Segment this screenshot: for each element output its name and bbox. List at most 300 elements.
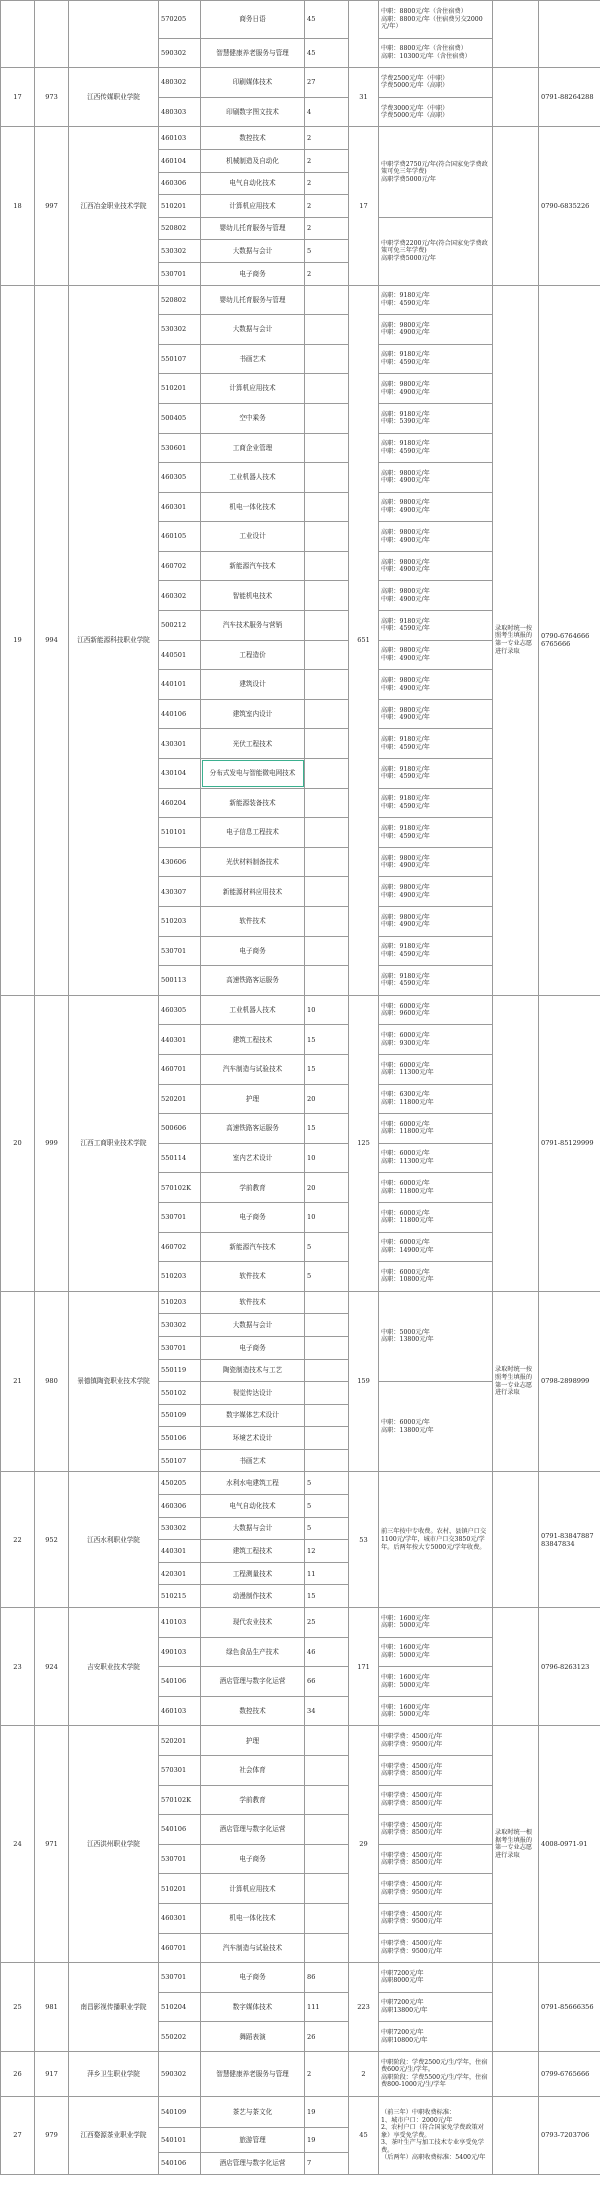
- fee-description: 中职阶段：学费2500元/生/学年，住宿费600元/生/学年。 高职阶段：学费5500元/生/学年，住宿费800-1000元/生/学年: [379, 2051, 493, 2096]
- major-plan: 26: [305, 2022, 349, 2052]
- major-plan: [305, 1815, 349, 1845]
- major-plan: [305, 1756, 349, 1786]
- school-code: 952: [35, 1472, 69, 1608]
- fee-description: 中职学费2750元/年(符合国家免学费政策可免三年学费) 高职学费5000元/年: [379, 127, 493, 217]
- major-code: 570301: [159, 1756, 201, 1786]
- major-code: 430606: [159, 847, 201, 877]
- major-code: 440106: [159, 699, 201, 729]
- major-plan: 5: [305, 240, 349, 263]
- school-code: 979: [35, 2096, 69, 2175]
- major-plan: [305, 936, 349, 966]
- major-plan: 11: [305, 1562, 349, 1585]
- fee-description: 高职：9800元/年 中职：4900元/年: [379, 640, 493, 670]
- major-code: 530701: [159, 1963, 201, 1993]
- major-code: 440301: [159, 1025, 201, 1055]
- major-code: 510204: [159, 1992, 201, 2022]
- table-row: [1, 285, 600, 315]
- major-name: 数字媒体技术: [201, 1992, 305, 2022]
- school-number: 17: [1, 68, 35, 127]
- major-name: 新能源材料应用技术: [201, 877, 305, 907]
- major-code: 530701: [159, 262, 201, 285]
- major-code: 540106: [159, 1667, 201, 1697]
- major-code: 530601: [159, 433, 201, 463]
- major-plan: 15: [305, 1025, 349, 1055]
- major-code: 500405: [159, 403, 201, 433]
- school-number: 24: [1, 1726, 35, 1963]
- school-number: 22: [1, 1472, 35, 1608]
- fee-description: 中职：6000元/年 高职：11300元/年: [379, 1143, 493, 1173]
- major-plan: 20: [305, 1084, 349, 1114]
- fee-description: 高职：9800元/年 中职：4900元/年: [379, 551, 493, 581]
- major-name: 旅游管理: [201, 2128, 305, 2153]
- major-name: 分布式发电与智能微电网技术: [201, 759, 305, 789]
- major-name: 工业设计: [201, 522, 305, 552]
- major-plan: [305, 1404, 349, 1427]
- school-number: [1, 1, 35, 68]
- major-name: 印刷媒体技术: [201, 68, 305, 98]
- major-plan: [305, 1359, 349, 1382]
- major-plan: 46: [305, 1637, 349, 1667]
- major-code: 590302: [159, 38, 201, 68]
- major-plan: 12: [305, 1540, 349, 1563]
- major-name: 环境艺术设计: [201, 1427, 305, 1450]
- major-name: 视觉传达设计: [201, 1382, 305, 1405]
- major-name: 新能源汽车技术: [201, 1232, 305, 1262]
- major-plan: 7: [305, 2152, 349, 2175]
- major-code: 550119: [159, 1359, 201, 1382]
- major-name: 社会体育: [201, 1756, 305, 1786]
- fee-description: 中职：8800元/年（含住宿费） 高职：8800元/年（住宿费另交2000元/年）: [379, 1, 493, 39]
- major-name: 书画艺术: [201, 344, 305, 374]
- school-name: 萍乡卫生职业学院: [69, 2051, 159, 2096]
- major-name: 软件技术: [201, 1262, 305, 1292]
- major-plan: [305, 492, 349, 522]
- major-plan: [305, 433, 349, 463]
- school-number: 26: [1, 2051, 35, 2096]
- major-name: 智能机电技术: [201, 581, 305, 611]
- major-plan: 10: [305, 995, 349, 1025]
- major-plan: [305, 1291, 349, 1314]
- major-code: 530701: [159, 936, 201, 966]
- major-code: 460103: [159, 1696, 201, 1726]
- major-code: 510201: [159, 374, 201, 404]
- major-code: 520201: [159, 1726, 201, 1756]
- contact-phone: 0791-83847887 83847834: [539, 1472, 600, 1608]
- major-code: 500606: [159, 1114, 201, 1144]
- major-code: 490103: [159, 1637, 201, 1667]
- school-code: 994: [35, 285, 69, 995]
- admission-note: [493, 1472, 539, 1608]
- major-code: 440101: [159, 670, 201, 700]
- contact-phone: [539, 1, 600, 68]
- contact-phone: 0798-2898999: [539, 1291, 600, 1472]
- school-code: 924: [35, 1608, 69, 1726]
- fee-description: 高职：9800元/年 中职：4900元/年: [379, 847, 493, 877]
- major-name: 舞蹈表演: [201, 2022, 305, 2052]
- major-name: 水利水电建筑工程: [201, 1472, 305, 1495]
- fee-description: （前三年）中职收费标准： 1、城市户口：2000元/年 2、农村户口（符合国家免学费政策对象）享受免学费。 3、茶叶生产与加工技术专业享受免学费。 （后两年）高职收费标准：5400元/年: [379, 2096, 493, 2175]
- major-plan: 2: [305, 195, 349, 218]
- major-name: 电气自动化技术: [201, 1495, 305, 1518]
- fee-description: 高职：9180元/年 中职：4590元/年: [379, 285, 493, 315]
- fee-description: 中职：6000元/年 高职：11300元/年: [379, 1054, 493, 1084]
- fee-description: 高职：9800元/年 中职：4900元/年: [379, 670, 493, 700]
- school-total-plan: 125: [349, 995, 379, 1291]
- school-name: 江西传媒职业学院: [69, 68, 159, 127]
- major-name: 高速铁路客运服务: [201, 1114, 305, 1144]
- major-name: 电子商务: [201, 1336, 305, 1359]
- major-code: 410103: [159, 1608, 201, 1638]
- major-code: 510203: [159, 907, 201, 937]
- major-name: 计算机应用技术: [201, 195, 305, 218]
- major-plan: [305, 1785, 349, 1815]
- major-plan: [305, 1726, 349, 1756]
- major-name: 大数据与会计: [201, 240, 305, 263]
- major-code: 460104: [159, 149, 201, 172]
- major-name: 印刷数字图文技术: [201, 97, 305, 127]
- fee-description: 中职学费：4500元/年 高职学费：9500元/年: [379, 1903, 493, 1933]
- major-plan: 2: [305, 172, 349, 195]
- major-plan: [305, 670, 349, 700]
- fee-description: 中职学费：4500元/年 高职学费：8500元/年: [379, 1815, 493, 1845]
- fee-description: 中职：6000元/年 高职：11800元/年: [379, 1173, 493, 1203]
- major-name: 酒店管理与数字化运营: [201, 1667, 305, 1697]
- fee-description: 中职：6000元/年 高职：13800元/年: [379, 1382, 493, 1472]
- fee-description: 高职：9180元/年 中职：4590元/年: [379, 788, 493, 818]
- major-plan: 2: [305, 127, 349, 150]
- major-name: 电子商务: [201, 1963, 305, 1993]
- fee-description: 中职：6300元/年 高职：11800元/年: [379, 1084, 493, 1114]
- major-code: 510215: [159, 1585, 201, 1608]
- fee-description: 中职：6000元/年 高职：9600元/年: [379, 995, 493, 1025]
- admission-note: [493, 127, 539, 285]
- major-plan: [305, 403, 349, 433]
- fee-description: 高职：9180元/年 中职：4590元/年: [379, 344, 493, 374]
- table-row: [1, 995, 600, 1025]
- major-code: 460306: [159, 172, 201, 195]
- major-name: 智慧健康养老服务与管理: [201, 2051, 305, 2096]
- major-name: 建筑室内设计: [201, 699, 305, 729]
- school-name: 江西水利职业学院: [69, 1472, 159, 1608]
- table-row: [1, 1726, 600, 1756]
- major-code: 530701: [159, 1336, 201, 1359]
- major-code: 460701: [159, 1933, 201, 1963]
- major-code: 570102K: [159, 1173, 201, 1203]
- school-total-plan: 53: [349, 1472, 379, 1608]
- major-plan: [305, 818, 349, 848]
- contact-phone: 0793-7203706: [539, 2096, 600, 2175]
- major-name: 新能源汽车技术: [201, 551, 305, 581]
- fee-description: 中职：6000元/年 高职：14900元/年: [379, 1232, 493, 1262]
- major-plan: [305, 847, 349, 877]
- school-number: 19: [1, 285, 35, 995]
- major-name: 光伏材料制备技术: [201, 847, 305, 877]
- fee-description: 中职学费：4500元/年 高职学费：8500元/年: [379, 1785, 493, 1815]
- major-plan: [305, 611, 349, 641]
- major-name: 空中乘务: [201, 403, 305, 433]
- major-plan: 5: [305, 1517, 349, 1540]
- major-name: 机电一体化技术: [201, 1903, 305, 1933]
- fee-description: 中职学费：4500元/年 高职学费：9500元/年: [379, 1933, 493, 1963]
- fee-description: 中职7200元/年 高职13800元/年: [379, 1992, 493, 2022]
- major-name: 智慧健康养老服务与管理: [201, 38, 305, 68]
- major-code: 540106: [159, 1815, 201, 1845]
- major-plan: [305, 522, 349, 552]
- school-name: 江西婺源茶业职业学院: [69, 2096, 159, 2175]
- major-name: 高速铁路客运服务: [201, 966, 305, 996]
- major-plan: [305, 374, 349, 404]
- major-plan: [305, 640, 349, 670]
- fee-description: 高职：9180元/年 中职：4590元/年: [379, 936, 493, 966]
- major-plan: 20: [305, 1173, 349, 1203]
- school-code: 981: [35, 1963, 69, 2052]
- major-name: 大数据与会计: [201, 315, 305, 345]
- major-code: 460306: [159, 1495, 201, 1518]
- major-code: 550107: [159, 344, 201, 374]
- major-name: 机电一体化技术: [201, 492, 305, 522]
- major-name: 汽车技术服务与营销: [201, 611, 305, 641]
- fee-description: 高职：9800元/年 中职：4900元/年: [379, 581, 493, 611]
- contact-phone: 0791-88264288: [539, 68, 600, 127]
- school-number: 20: [1, 995, 35, 1291]
- major-name: 书画艺术: [201, 1449, 305, 1472]
- major-plan: 5: [305, 1232, 349, 1262]
- major-code: 550102: [159, 1382, 201, 1405]
- major-plan: [305, 315, 349, 345]
- major-plan: 45: [305, 38, 349, 68]
- major-name: 计算机应用技术: [201, 1874, 305, 1904]
- fee-description: 中职学费：4500元/年 高职学费：9500元/年: [379, 1726, 493, 1756]
- fee-description: 中职学费：4500元/年 高职学费：8500元/年: [379, 1756, 493, 1786]
- major-plan: [305, 1314, 349, 1337]
- major-code: 550107: [159, 1449, 201, 1472]
- major-name: 电子商务: [201, 262, 305, 285]
- major-name: 陶瓷制造技术与工艺: [201, 1359, 305, 1382]
- major-plan: 10: [305, 1143, 349, 1173]
- major-name: 电子商务: [201, 936, 305, 966]
- major-plan: 15: [305, 1054, 349, 1084]
- major-name: 婴幼儿托育服务与管理: [201, 285, 305, 315]
- school-total-plan: 31: [349, 68, 379, 127]
- major-plan: [305, 1427, 349, 1450]
- major-code: 460103: [159, 127, 201, 150]
- major-name: 建筑工程技术: [201, 1540, 305, 1563]
- table-row: [1, 1291, 600, 1314]
- major-name: 电子商务: [201, 1202, 305, 1232]
- fee-description: 中职：1600元/年 高职：5000元/年: [379, 1667, 493, 1697]
- school-name: 南昌影视传播职业学院: [69, 1963, 159, 2052]
- major-code: 530302: [159, 240, 201, 263]
- fee-description: 高职：9180元/年 中职：4590元/年: [379, 433, 493, 463]
- major-plan: [305, 581, 349, 611]
- admission-note: [493, 2096, 539, 2175]
- admission-note: 录取时统一按照考生填报的第一专业志愿进行录取: [493, 285, 539, 995]
- major-name: 动漫制作技术: [201, 1585, 305, 1608]
- major-code: 510201: [159, 1874, 201, 1904]
- major-plan: [305, 1933, 349, 1963]
- fee-description: 前三年按中专收费。农村、县镇户口交1100元/学年，城市户口交3850元/学年。后两年按大专5000元/学年收费。: [379, 1472, 493, 1608]
- school-total-plan: 17: [349, 127, 379, 285]
- school-code: 973: [35, 68, 69, 127]
- major-code: 570205: [159, 1, 201, 39]
- major-name: 数控技术: [201, 1696, 305, 1726]
- major-code: 500113: [159, 966, 201, 996]
- major-code: 460301: [159, 492, 201, 522]
- table-row: [1, 1472, 600, 1495]
- major-plan: [305, 907, 349, 937]
- school-code: 999: [35, 995, 69, 1291]
- major-plan: 5: [305, 1262, 349, 1292]
- major-plan: [305, 1382, 349, 1405]
- fee-description: 中职学费：4500元/年 高职学费：8500元/年: [379, 1844, 493, 1874]
- school-number: 25: [1, 1963, 35, 2052]
- admission-note: [493, 1, 539, 68]
- fee-description: 高职：9180元/年 中职：4590元/年: [379, 729, 493, 759]
- fee-description: 高职：9800元/年 中职：4900元/年: [379, 907, 493, 937]
- major-plan: 19: [305, 2096, 349, 2128]
- fee-description: 高职：9180元/年 中职：4590元/年: [379, 818, 493, 848]
- major-name: 电气自动化技术: [201, 172, 305, 195]
- major-plan: 25: [305, 1608, 349, 1638]
- fee-description: 中职学费：4500元/年 高职学费：9500元/年: [379, 1874, 493, 1904]
- major-plan: [305, 1874, 349, 1904]
- fee-description: 高职：9800元/年 中职：4900元/年: [379, 315, 493, 345]
- major-plan: [305, 1336, 349, 1359]
- major-code: 460302: [159, 581, 201, 611]
- major-name: 室内艺术设计: [201, 1143, 305, 1173]
- contact-phone: 4008-0971-91: [539, 1726, 600, 1963]
- major-name: 工程测量技术: [201, 1562, 305, 1585]
- major-code: 510101: [159, 818, 201, 848]
- school-name: 景德镇陶瓷职业技术学院: [69, 1291, 159, 1472]
- major-code: 540109: [159, 2096, 201, 2128]
- school-name: [69, 1, 159, 68]
- major-plan: [305, 729, 349, 759]
- major-name: 大数据与会计: [201, 1314, 305, 1337]
- major-plan: [305, 285, 349, 315]
- school-total-plan: 171: [349, 1608, 379, 1726]
- major-code: 520802: [159, 217, 201, 240]
- major-name: 建筑设计: [201, 670, 305, 700]
- contact-phone: 0790-6764666 6765666: [539, 285, 600, 995]
- major-code: 530302: [159, 1314, 201, 1337]
- major-code: 480303: [159, 97, 201, 127]
- school-name: 江西洪州职业学院: [69, 1726, 159, 1963]
- fee-description: 高职：9800元/年 中职：4900元/年: [379, 492, 493, 522]
- major-name: 酒店管理与数字化运营: [201, 1815, 305, 1845]
- major-plan: [305, 966, 349, 996]
- major-name: 学前教育: [201, 1173, 305, 1203]
- major-code: 590302: [159, 2051, 201, 2096]
- major-name: 绿色食品生产技术: [201, 1637, 305, 1667]
- school-code: [35, 1, 69, 68]
- table-row: [1, 1, 600, 39]
- fee-description: 中职：8800元/年（含住宿费） 高职：10300元/年（含住宿费）: [379, 38, 493, 68]
- school-total-plan: [349, 1, 379, 68]
- school-code: 971: [35, 1726, 69, 1963]
- school-total-plan: 29: [349, 1726, 379, 1963]
- major-name: 护理: [201, 1084, 305, 1114]
- fee-description: 中职：1600元/年 高职：5000元/年: [379, 1637, 493, 1667]
- major-code: 550114: [159, 1143, 201, 1173]
- major-name: 软件技术: [201, 907, 305, 937]
- major-name: 数控技术: [201, 127, 305, 150]
- major-plan: 4: [305, 97, 349, 127]
- major-plan: [305, 1449, 349, 1472]
- major-plan: [305, 788, 349, 818]
- major-code: 480302: [159, 68, 201, 98]
- school-number: 27: [1, 2096, 35, 2175]
- fee-description: 中职7200元/年 高职10800元/年: [379, 2022, 493, 2052]
- contact-phone: 0790-6835226: [539, 127, 600, 285]
- major-plan: [305, 551, 349, 581]
- school-name: 江西冶金职业技术学院: [69, 127, 159, 285]
- fee-description: 高职：9800元/年 中职：4900元/年: [379, 374, 493, 404]
- major-name: 新能源装备技术: [201, 788, 305, 818]
- admission-note: [493, 2051, 539, 2096]
- major-name: 工程造价: [201, 640, 305, 670]
- school-name: 江西工商职业技术学院: [69, 995, 159, 1291]
- major-code: 540101: [159, 2128, 201, 2153]
- major-code: 450205: [159, 1472, 201, 1495]
- fee-description: 高职：9180元/年 中职：5390元/年: [379, 403, 493, 433]
- major-code: 500212: [159, 611, 201, 641]
- school-number: 18: [1, 127, 35, 285]
- major-plan: 2: [305, 149, 349, 172]
- major-code: 420301: [159, 1562, 201, 1585]
- major-name: 婴幼儿托育服务与管理: [201, 217, 305, 240]
- major-name: 建筑工程技术: [201, 1025, 305, 1055]
- major-name: 酒店管理与数字化运营: [201, 2152, 305, 2175]
- major-code: 460305: [159, 995, 201, 1025]
- major-name: 电子商务: [201, 1844, 305, 1874]
- major-code: 510203: [159, 1291, 201, 1314]
- major-name: 工业机器人技术: [201, 463, 305, 493]
- major-code: 430301: [159, 729, 201, 759]
- major-code: 460105: [159, 522, 201, 552]
- major-code: 540106: [159, 2152, 201, 2175]
- contact-phone: 0799-6765666: [539, 2051, 600, 2096]
- major-plan: [305, 759, 349, 789]
- school-code: 917: [35, 2051, 69, 2096]
- contact-phone: 0796-8263123: [539, 1608, 600, 1726]
- school-total-plan: 2: [349, 2051, 379, 2096]
- major-plan: 19: [305, 2128, 349, 2153]
- major-plan: 15: [305, 1114, 349, 1144]
- fee-description: 中职：6000元/年 高职：10800元/年: [379, 1262, 493, 1292]
- major-code: 430307: [159, 877, 201, 907]
- school-total-plan: 223: [349, 1963, 379, 2052]
- major-plan: 2: [305, 262, 349, 285]
- fee-description: 学费2500元/年（中职） 学费5000元/年（高职）: [379, 68, 493, 98]
- major-plan: 2: [305, 2051, 349, 2096]
- contact-phone: 0791-85129999: [539, 995, 600, 1291]
- school-name: 江西新能源科技职业学院: [69, 285, 159, 995]
- major-plan: [305, 877, 349, 907]
- major-plan: 2: [305, 217, 349, 240]
- major-code: 460701: [159, 1054, 201, 1084]
- fee-description: 中职：6000元/年 高职：11800元/年: [379, 1202, 493, 1232]
- table-row: [1, 127, 600, 150]
- fee-description: 中职：1600元/年 高职：5000元/年: [379, 1608, 493, 1638]
- major-name: 计算机应用技术: [201, 374, 305, 404]
- major-plan: 27: [305, 68, 349, 98]
- school-number: 23: [1, 1608, 35, 1726]
- fee-description: 中职7200元/年 高职8000元/年: [379, 1963, 493, 1993]
- major-code: 460204: [159, 788, 201, 818]
- school-total-plan: 45: [349, 2096, 379, 2175]
- major-name: 大数据与会计: [201, 1517, 305, 1540]
